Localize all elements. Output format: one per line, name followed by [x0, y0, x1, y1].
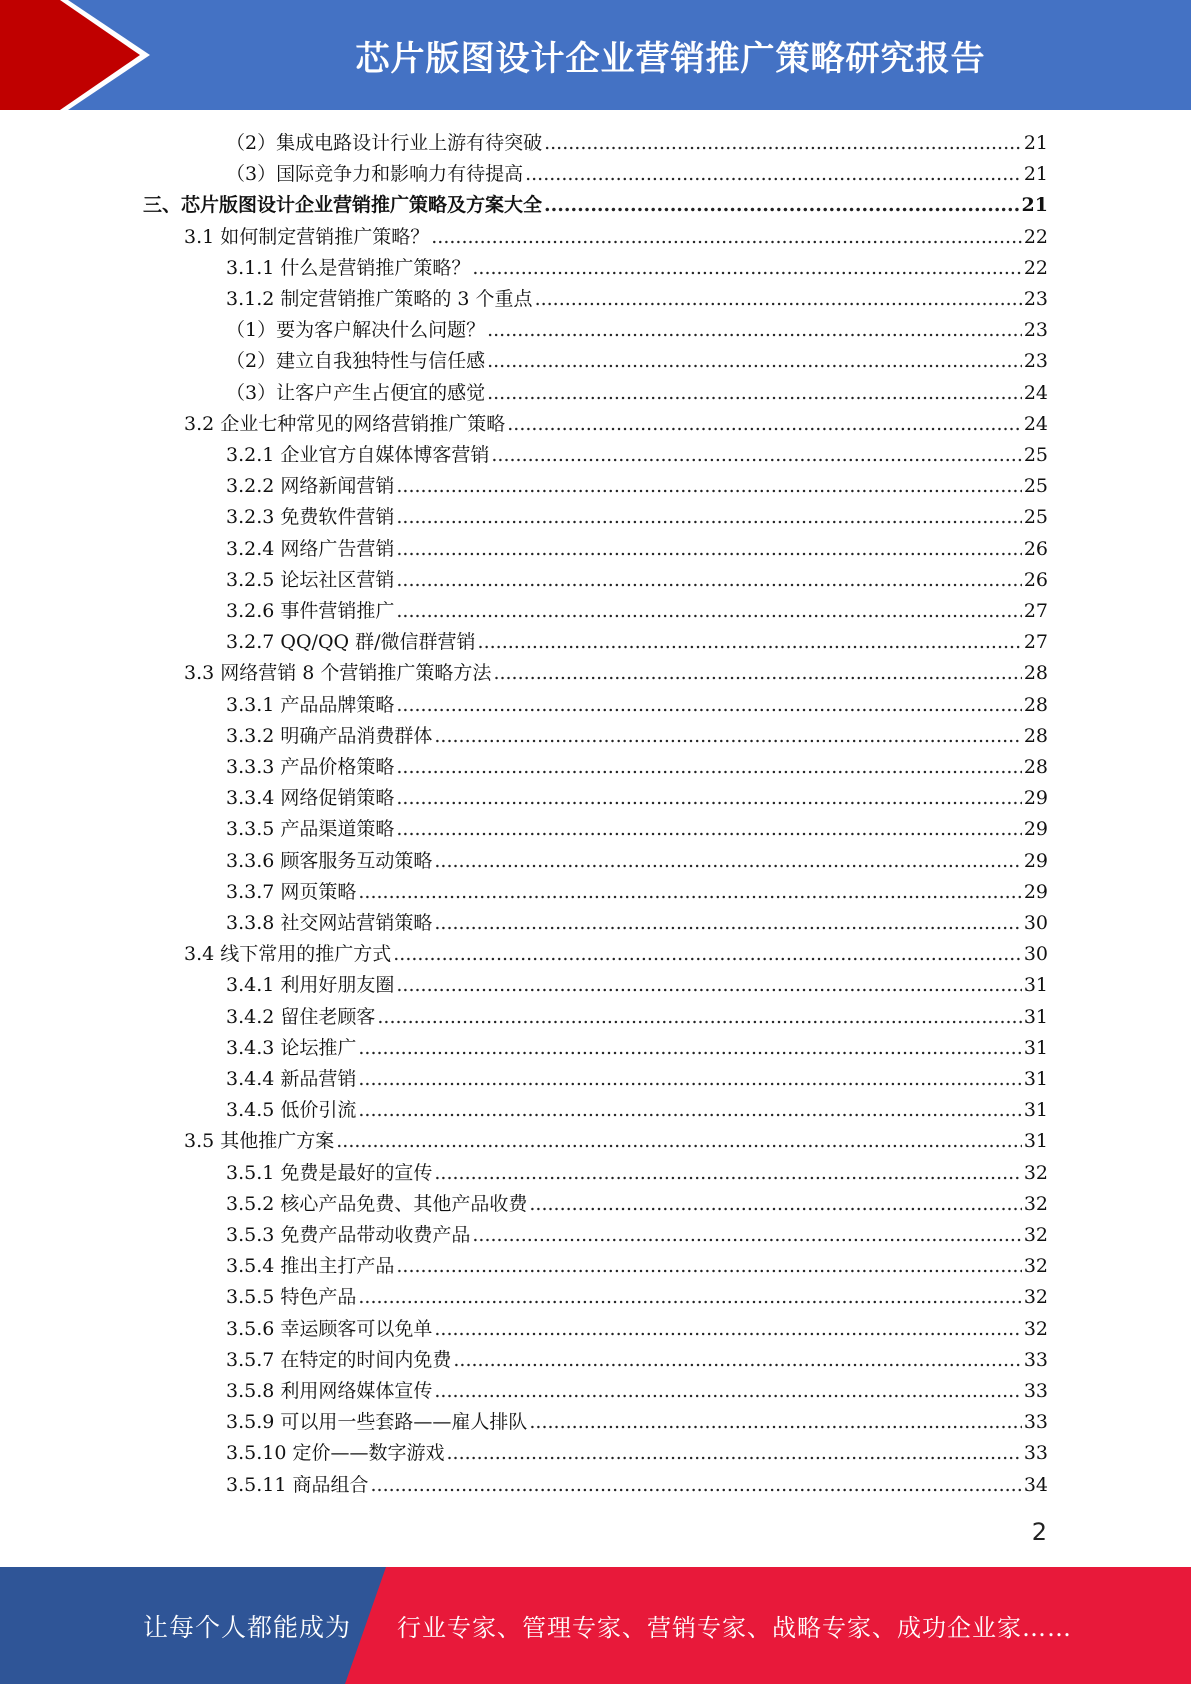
- toc-entry[interactable]: [226, 440, 1048, 470]
- toc-entry-title: 3.5.3 免费产品带动收费产品: [226, 1224, 471, 1246]
- toc-dot-leader: [396, 690, 1021, 720]
- toc-entry-page: 23: [1023, 350, 1048, 373]
- toc-entry[interactable]: [226, 565, 1048, 595]
- toc-entry[interactable]: [143, 190, 1048, 220]
- toc-dot-leader: [396, 502, 1021, 532]
- toc-entry[interactable]: [226, 877, 1048, 907]
- toc-dot-leader: [370, 1470, 1021, 1500]
- toc-entry[interactable]: [226, 908, 1048, 938]
- toc-entry-title: 3.3.8 社交网站营销策略: [226, 912, 433, 934]
- toc-entry-page: 33: [1023, 1442, 1048, 1465]
- toc-entry-page: 33: [1023, 1380, 1048, 1402]
- toc-entry-page: 31: [1023, 1099, 1048, 1122]
- toc-entry-title: 3.3.6 顾客服务互动策略: [226, 849, 433, 872]
- toc-entry[interactable]: [226, 1064, 1048, 1094]
- page-footer: [0, 1567, 1191, 1684]
- toc-entry-title: 3.3.3 产品价格策略: [226, 756, 395, 778]
- toc-entry[interactable]: [226, 1033, 1048, 1063]
- toc-dot-leader: [535, 284, 1022, 314]
- toc-dot-leader: [493, 658, 1021, 688]
- toc-entry-page: 24: [1023, 381, 1048, 404]
- toc-dot-leader: [396, 596, 1021, 626]
- toc-entry[interactable]: [226, 471, 1048, 501]
- toc-entry[interactable]: [226, 1158, 1048, 1188]
- toc-entry-page: 32: [1023, 1192, 1048, 1215]
- toc-dot-leader: [396, 752, 1021, 782]
- toc-dot-leader: [358, 1282, 1021, 1312]
- toc-entry-title: 3.1.1 什么是营销推广策略？: [226, 256, 471, 279]
- toc-entry-page: 21: [1023, 132, 1048, 154]
- toc-entry-page: 33: [1023, 1348, 1048, 1371]
- toc-entry-title: 3.3.1 产品品牌策略: [226, 693, 395, 716]
- toc-dot-leader: [434, 1158, 1021, 1188]
- toc-entry-page: 34: [1023, 1473, 1048, 1496]
- toc-dot-leader: [434, 1314, 1021, 1344]
- toc-entry-page: 22: [1023, 256, 1048, 279]
- toc-dot-leader: [396, 471, 1021, 501]
- toc-entry-title: 3.5.9 可以用一些套路——雇人排队: [226, 1411, 528, 1434]
- toc-entry[interactable]: [184, 658, 1048, 688]
- toc-entry[interactable]: [226, 1002, 1048, 1032]
- toc-entry[interactable]: [226, 502, 1048, 532]
- toc-entry[interactable]: [184, 1126, 1048, 1156]
- toc-entry-title: （2）建立自我独特性与信任感: [226, 350, 486, 373]
- toc-entry-page: 28: [1023, 724, 1048, 747]
- toc-entry[interactable]: [226, 596, 1048, 626]
- toc-entry-title: 3.5.10 定价——数字游戏: [226, 1442, 445, 1465]
- toc-entry[interactable]: [226, 752, 1048, 782]
- toc-dot-leader: [434, 846, 1021, 876]
- toc-entry-page: 24: [1023, 412, 1048, 435]
- toc-entry[interactable]: [226, 1407, 1048, 1437]
- toc-dot-leader: [434, 1376, 1021, 1406]
- toc-dot-leader: [529, 1189, 1021, 1219]
- toc-entry[interactable]: [226, 1470, 1048, 1500]
- toc-dot-leader: [431, 222, 1022, 252]
- toc-entry-title: 3.2.1 企业官方自媒体博客营销: [226, 444, 490, 466]
- toc-entry-title: 3.2.4 网络广告营销: [226, 537, 395, 560]
- page-header: [0, 0, 1191, 110]
- toc-dot-leader: [453, 1345, 1021, 1375]
- toc-entry-title: 3.5.6 幸运顾客可以免单: [226, 1317, 433, 1340]
- toc-entry-page: 28: [1023, 662, 1048, 685]
- toc-entry[interactable]: [226, 1438, 1048, 1468]
- toc-entry[interactable]: [226, 970, 1048, 1000]
- toc-entry-title: 3.4.5 低价引流: [226, 1099, 357, 1122]
- toc-entry[interactable]: [226, 1282, 1048, 1312]
- toc-entry-page: 29: [1023, 880, 1048, 903]
- toc-entry[interactable]: [226, 1314, 1048, 1344]
- toc-dot-leader: [491, 440, 1021, 470]
- toc-entry[interactable]: [226, 159, 1048, 189]
- toc-entry-title: 3.3.7 网页策略: [226, 880, 357, 903]
- toc-entry-title: 3.2.7 QQ/QQ 群/微信群营销: [226, 631, 476, 654]
- toc-entry-title: 3.2.5 论坛社区营销: [226, 568, 395, 591]
- toc-entry-title: 3.5.7 在特定的时间内免费: [226, 1348, 452, 1371]
- toc-entry-title: 3.5.1 免费是最好的宣传: [226, 1161, 433, 1184]
- toc-entry-page: 21: [1021, 194, 1048, 217]
- toc-dot-leader: [396, 565, 1021, 595]
- toc-dot-leader: [396, 814, 1021, 844]
- toc-entry-title: 3.2.3 免费软件营销: [226, 506, 395, 529]
- toc-entry-title: 3.5.8 利用网络媒体宣传: [226, 1380, 433, 1402]
- toc-dot-leader: [434, 721, 1021, 751]
- toc-entry[interactable]: [226, 1220, 1048, 1250]
- toc-entry-page: 33: [1023, 1411, 1048, 1434]
- toc-entry-page: 29: [1023, 787, 1048, 810]
- toc-dot-leader: [487, 346, 1022, 376]
- toc-entry[interactable]: [226, 1376, 1048, 1406]
- footer-slogan-right: 行业专家、管理专家、营销专家、战略专家、成功企业家……: [397, 1614, 1072, 1642]
- toc-entry[interactable]: [226, 346, 1048, 376]
- toc-dot-leader: [377, 1002, 1021, 1032]
- toc-dot-leader: [544, 128, 1022, 158]
- toc-entry[interactable]: [226, 253, 1048, 283]
- toc-entry[interactable]: [226, 284, 1048, 314]
- footer-slogan-left: 让每个人都能成为: [143, 1612, 352, 1642]
- toc-dot-leader: [358, 1033, 1021, 1063]
- toc-entry-page: 25: [1023, 506, 1048, 529]
- toc-entry-title: 3.3.4 网络促销策略: [226, 787, 395, 810]
- toc-entry[interactable]: [226, 1345, 1048, 1375]
- toc-entry-page: 25: [1023, 475, 1048, 498]
- toc-entry-page: 27: [1023, 631, 1048, 654]
- toc-entry-page: 31: [1023, 1068, 1048, 1090]
- toc-entry-page: 32: [1023, 1224, 1048, 1246]
- toc-entry[interactable]: [226, 814, 1048, 844]
- toc-entry-title: 3.5.5 特色产品: [226, 1286, 357, 1309]
- toc-entry-title: 3.2.2 网络新闻营销: [226, 475, 395, 498]
- toc-entry[interactable]: [184, 222, 1048, 252]
- toc-entry-title: 3.1 如何制定营销推广策略？: [184, 225, 430, 248]
- toc-dot-leader: [529, 1407, 1021, 1437]
- toc-entry[interactable]: [226, 690, 1048, 720]
- toc-entry-page: 32: [1023, 1286, 1048, 1309]
- toc-entry-title: 三、芯片版图设计企业营销推广策略及方案大全: [143, 194, 543, 217]
- toc-entry-title: 3.4.3 论坛推广: [226, 1036, 357, 1059]
- toc-dot-leader: [487, 378, 1022, 408]
- toc-entry-page: 32: [1023, 1255, 1048, 1278]
- toc-entry[interactable]: [226, 627, 1048, 657]
- toc-entry-page: 26: [1023, 537, 1048, 560]
- toc-entry-title: 3.5.11 商品组合: [226, 1473, 369, 1496]
- toc-dot-leader: [446, 1438, 1021, 1468]
- toc-entry-title: 3.4.1 利用好朋友圈: [226, 974, 395, 997]
- toc-entry[interactable]: [226, 1251, 1048, 1281]
- toc-dot-leader: [487, 315, 1022, 345]
- toc-entry-page: 25: [1023, 444, 1048, 466]
- toc-dot-leader: [472, 1220, 1021, 1250]
- toc-entry-page: 29: [1023, 849, 1048, 872]
- toc-entry-page: 28: [1023, 756, 1048, 778]
- toc-entry[interactable]: [226, 783, 1048, 813]
- toc-entry-page: 23: [1023, 319, 1048, 342]
- toc-dot-leader: [434, 908, 1021, 938]
- toc-dot-leader: [358, 1064, 1021, 1094]
- toc-entry[interactable]: [226, 1095, 1048, 1125]
- toc-entry-page: 32: [1023, 1317, 1048, 1340]
- toc-entry[interactable]: [184, 409, 1048, 439]
- toc-dot-leader: [525, 159, 1022, 189]
- toc-dot-leader: [472, 253, 1021, 283]
- toc-dot-leader: [396, 783, 1021, 813]
- toc-entry[interactable]: [226, 721, 1048, 751]
- toc-entry-page: 31: [1023, 1130, 1048, 1153]
- toc-entry-title: 3.4 线下常用的推广方式: [184, 943, 392, 966]
- toc-entry-page: 31: [1023, 1005, 1048, 1028]
- toc-dot-leader: [396, 534, 1021, 564]
- toc-dot-leader: [396, 1251, 1021, 1281]
- toc-entry[interactable]: [226, 378, 1048, 408]
- toc-entry-title: 3.2.6 事件营销推广: [226, 600, 395, 622]
- toc-entry[interactable]: [226, 1189, 1048, 1219]
- toc-dot-leader: [358, 877, 1021, 907]
- toc-entry-title: （2）集成电路设计行业上游有待突破: [226, 132, 543, 154]
- toc-entry-title: 3.5.4 推出主打产品: [226, 1255, 395, 1278]
- toc-entry-title: （3）国际竞争力和影响力有待提高: [226, 163, 524, 186]
- toc-entry-title: 3.1.2 制定营销推广策略的 3 个重点: [226, 288, 533, 310]
- toc-entry-title: （3）让客户产生占便宜的感觉: [226, 381, 486, 404]
- toc-entry-title: 3.5.2 核心产品免费、其他产品收费: [226, 1192, 528, 1215]
- toc-entry-page: 30: [1023, 943, 1048, 966]
- toc-entry[interactable]: [226, 534, 1048, 564]
- toc-entry-page: 28: [1023, 693, 1048, 716]
- toc-dot-leader: [544, 190, 1020, 220]
- toc-entry[interactable]: [184, 939, 1048, 969]
- toc-entry-title: 3.4.2 留住老顾客: [226, 1005, 376, 1028]
- toc-entry[interactable]: [226, 128, 1048, 158]
- toc-entry[interactable]: [226, 846, 1048, 876]
- toc-entry-title: 3.3.5 产品渠道策略: [226, 818, 395, 841]
- toc-entry-page: 32: [1023, 1161, 1048, 1184]
- toc-entry-page: 27: [1023, 600, 1048, 622]
- toc-entry-title: 3.4.4 新品营销: [226, 1068, 357, 1090]
- toc-entry-title: 3.3 网络营销 8 个营销推广策略方法: [184, 662, 492, 685]
- toc-entry-page: 26: [1023, 568, 1048, 591]
- page-number: 2: [1031, 1518, 1047, 1546]
- toc-dot-leader: [396, 970, 1021, 1000]
- toc-dot-leader: [393, 939, 1022, 969]
- toc-entry-title: 3.2 企业七种常见的网络营销推广策略: [184, 412, 506, 435]
- toc-entry-page: 23: [1023, 288, 1048, 310]
- toc-entry-title: 3.3.2 明确产品消费群体: [226, 724, 433, 747]
- toc-entry-page: 31: [1023, 1036, 1048, 1059]
- header-chevron-icon: [0, 0, 160, 110]
- toc-entry-page: 21: [1023, 163, 1048, 186]
- document-title: 芯片版图设计企业营销推广策略研究报告: [355, 38, 986, 79]
- toc-entry[interactable]: [226, 315, 1048, 345]
- toc-entry-title: （1）要为客户解决什么问题？: [226, 319, 486, 342]
- toc-dot-leader: [336, 1126, 1022, 1156]
- toc-entry-page: 29: [1023, 818, 1048, 841]
- toc-dot-leader: [507, 409, 1022, 439]
- toc-entry-page: 31: [1023, 974, 1048, 997]
- toc-entry-page: 22: [1023, 225, 1048, 248]
- toc-entry-title: 3.5 其他推广方案: [184, 1130, 335, 1153]
- toc-dot-leader: [358, 1095, 1021, 1125]
- toc-entry-page: 30: [1023, 912, 1048, 934]
- toc-dot-leader: [478, 627, 1022, 657]
